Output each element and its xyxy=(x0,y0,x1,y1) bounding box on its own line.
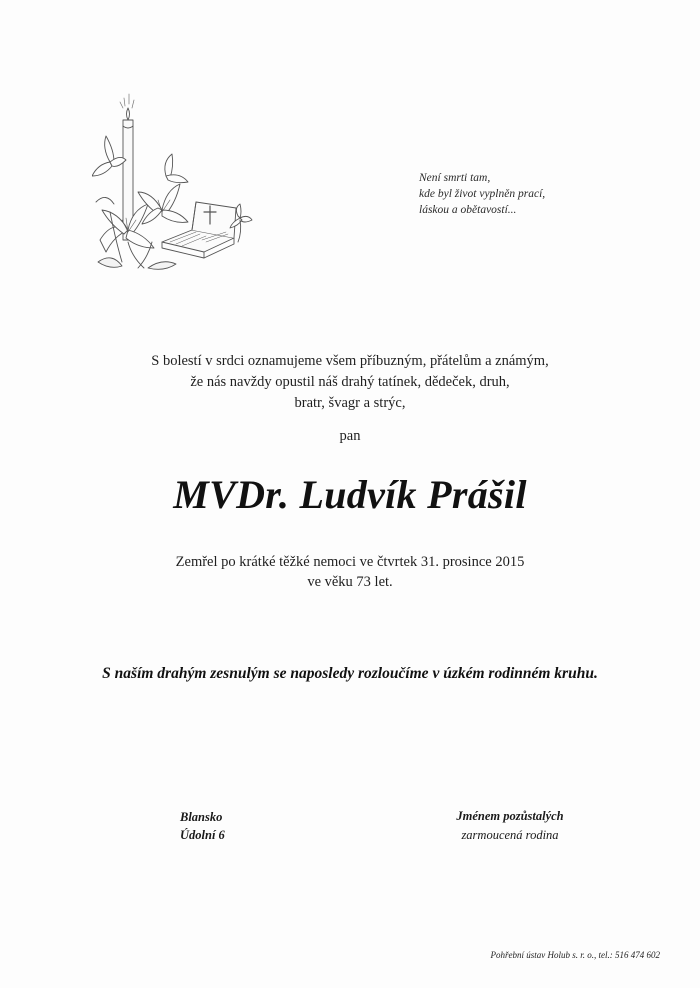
announcement-line: že nás navždy opustil náš drahý tatínek, dědeček, druh, xyxy=(190,374,510,390)
candle-lilies-book-illustration xyxy=(92,92,272,272)
farewell-statement: S naším drahým zesnulým se naposledy rozloučíme v úzkém rodinném kruhu. xyxy=(102,665,598,682)
deceased-name: MVDr. Ludvík Prášil xyxy=(173,472,527,517)
motto-line: Není smrti tam, xyxy=(419,172,491,184)
salutation: pan xyxy=(339,428,361,444)
address-city: Blansko xyxy=(180,810,223,824)
funeral-home-footer: Pohřební ústav Holub s. r. o., tel.: 516 474 602 xyxy=(490,950,660,960)
address-street: Údolní 6 xyxy=(180,828,225,842)
motto-line: kde byl život vyplněn prací, xyxy=(419,188,546,200)
announcement-line: bratr, švagr a strýc, xyxy=(294,395,406,411)
motto-quote xyxy=(419,170,545,218)
announcement-line: S bolestí v srdci oznamujeme všem příbuzným, přátelům a známým, xyxy=(151,353,549,369)
death-notice xyxy=(0,552,700,592)
family-address xyxy=(180,808,225,844)
family-heading: Jménem pozůstalých xyxy=(456,809,564,823)
death-notice-line: ve věku 73 let. xyxy=(307,574,393,590)
family-signature-text: zarmoucená rodina xyxy=(461,828,559,842)
family-signature xyxy=(440,807,580,845)
motto-line: láskou a obětavostí... xyxy=(419,204,517,216)
death-notice-line: Zemřel po krátké těžké nemoci ve čtvrtek 31. prosince 2015 xyxy=(175,554,525,570)
announcement-text xyxy=(0,351,700,414)
